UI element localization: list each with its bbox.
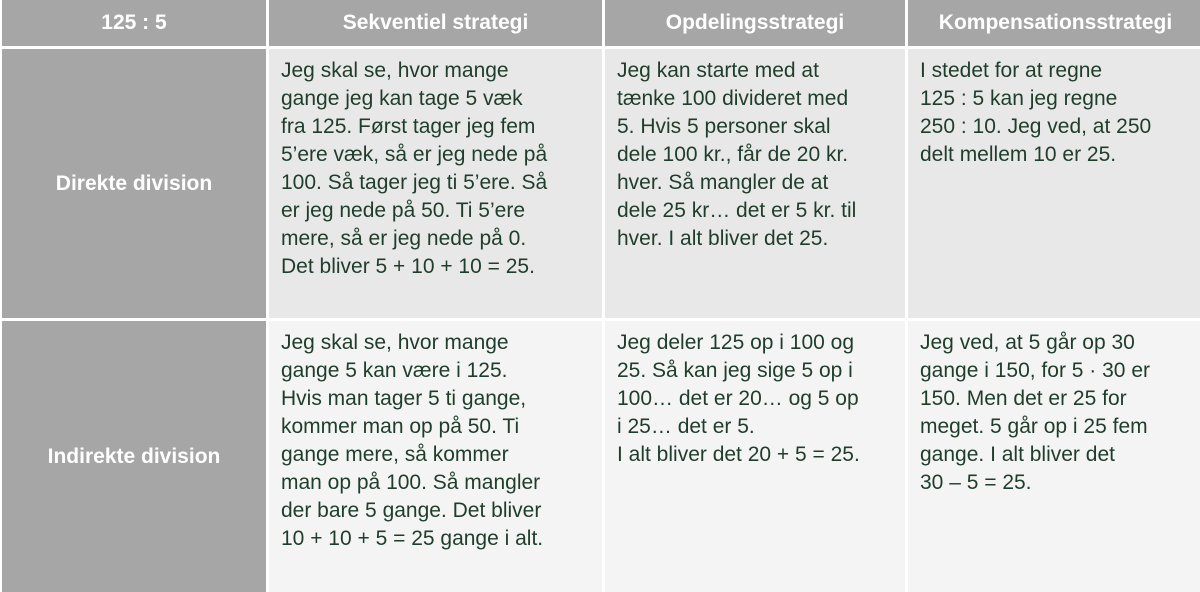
cell-indirect-compensation: Jeg ved, at 5 går op 30 gange i 150, for 5 · 30 er 150. Men det er 25 for meget. 5 går op i 25 fem gange. I alt bliver det 30 – 5 = 25. bbox=[908, 321, 1200, 592]
column-header-splitting: Opdelingsstrategi bbox=[605, 0, 905, 46]
row-header-indirect-division: Indirekte division bbox=[2, 321, 266, 592]
cell-direct-compensation: I stedet for at regne 125 : 5 kan jeg regne 250 : 10. Jeg ved, at 250 delt mellem 10 er 25. bbox=[908, 49, 1200, 318]
cell-indirect-splitting: Jeg deler 125 op i 100 og 25. Så kan jeg sige 5 op i 100… det er 20… og 5 op i 25… det er 5. I alt bliver det 20 + 5 = 25. bbox=[605, 321, 905, 592]
cell-indirect-sequential: Jeg skal se, hvor mange gange 5 kan være i 125. Hvis man tager 5 ti gange, kommer man op på 50. Ti gange mere, så kommer man op på 100. Så mangler der bare 5 gange. Det bliver 10 + 10 + 5 = 25 gange i alt. bbox=[269, 321, 602, 592]
column-header-compensation: Kompensationsstrategi bbox=[908, 0, 1200, 46]
column-header-sequential: Sekventiel strategi bbox=[269, 0, 602, 46]
table-corner-header: 125 : 5 bbox=[2, 0, 266, 46]
row-header-direct-division: Direkte division bbox=[2, 49, 266, 318]
cell-direct-splitting: Jeg kan starte med at tænke 100 divideret med 5. Hvis 5 personer skal dele 100 kr., får de 20 kr. hver. Så mangler de at dele 25 kr… det er 5 kr. til hver. I alt bliver det 25. bbox=[605, 49, 905, 318]
cell-direct-sequential: Jeg skal se, hvor mange gange jeg kan tage 5 væk fra 125. Først tager jeg fem 5’ere væk, så er jeg nede på 100. Så tager jeg ti 5’ere. Så er jeg nede på 50. Ti 5’ere mere, så er jeg nede på 0. Det bliver 5 + 10 + 10 = 25. bbox=[269, 49, 602, 318]
